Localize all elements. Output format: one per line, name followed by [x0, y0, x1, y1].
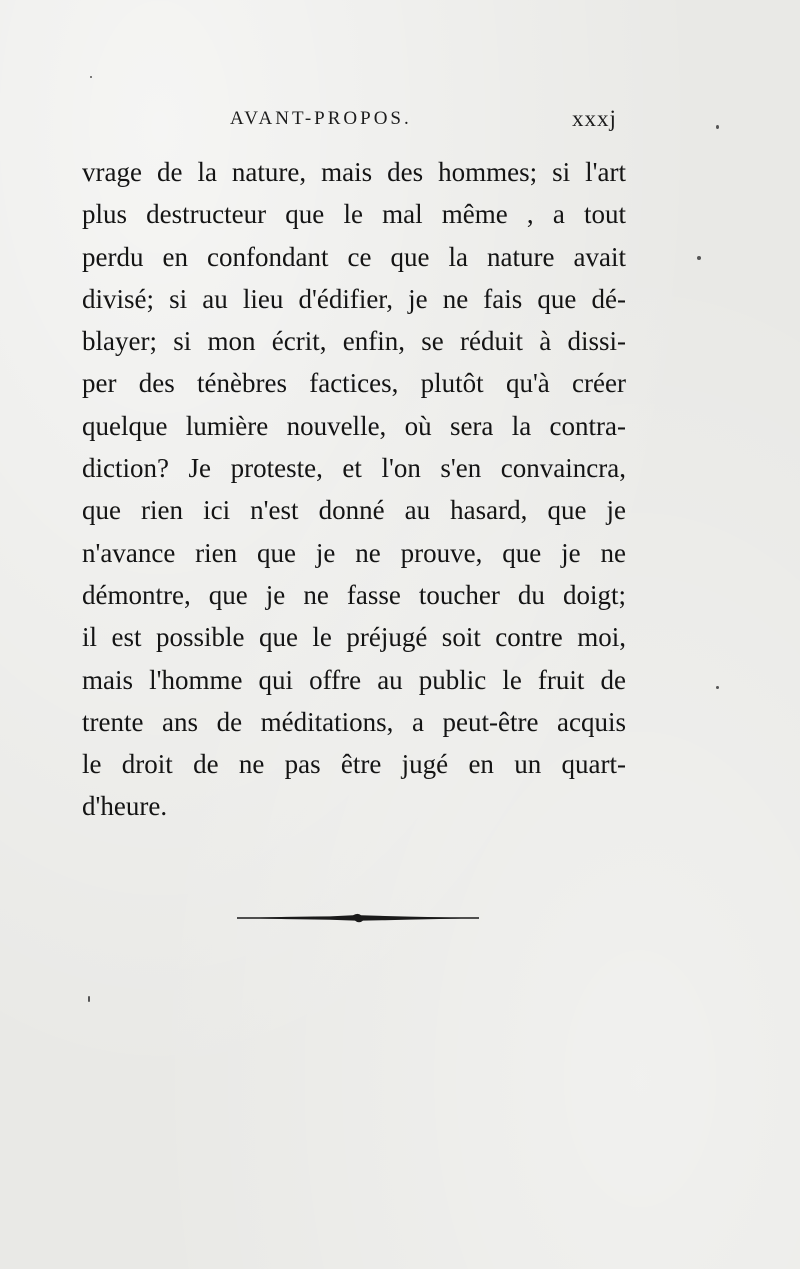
- running-title: AVANT-PROPOS.: [230, 108, 412, 129]
- tailpiece-rule-ornament: [235, 908, 481, 928]
- body-text: [82, 151, 626, 828]
- text-line: vrage de la nature, mais des hommes; si l'art: [82, 157, 626, 187]
- text-line: le droit de ne pas être jugé en un quart-: [82, 749, 626, 780]
- text-line: perdu en confondant ce que la nature avait: [82, 241, 626, 272]
- text-line: il est possible que le préjugé soit contre moi,: [82, 622, 626, 653]
- text-line: trente ans de méditations, a peut-être acquis: [82, 706, 626, 737]
- text-line: n'avance rien que je ne prouve, que je ne: [82, 537, 626, 568]
- paper-speck: [716, 686, 719, 689]
- text-line: per des ténèbres factices, plutôt qu'à créer: [82, 368, 626, 399]
- text-line: d'heure.: [82, 791, 168, 822]
- text-line: diction? Je proteste, et l'on s'en convaincra,: [82, 453, 626, 484]
- text-line: que rien ici n'est donné au hasard, que je: [82, 495, 626, 526]
- text-line: blayer; si mon écrit, enfin, se réduit à dissi-: [82, 326, 626, 357]
- paper-speck: [697, 256, 701, 260]
- text-line: mais l'homme qui offre au public le fruit de: [82, 664, 626, 695]
- text-line: divisé; si au lieu d'édifier, je ne fais que dé-: [82, 283, 626, 314]
- text-line: démontre, que je ne fasse toucher du doigt;: [82, 579, 626, 610]
- paper-speck: [88, 996, 90, 1002]
- paper-speck: [90, 76, 92, 78]
- text-line: plus destructeur que le mal même , a tout: [82, 199, 626, 230]
- paper-speck: [716, 125, 719, 129]
- text-line: quelque lumière nouvelle, où sera la contra-: [82, 410, 626, 441]
- page-number: xxxj: [572, 106, 617, 131]
